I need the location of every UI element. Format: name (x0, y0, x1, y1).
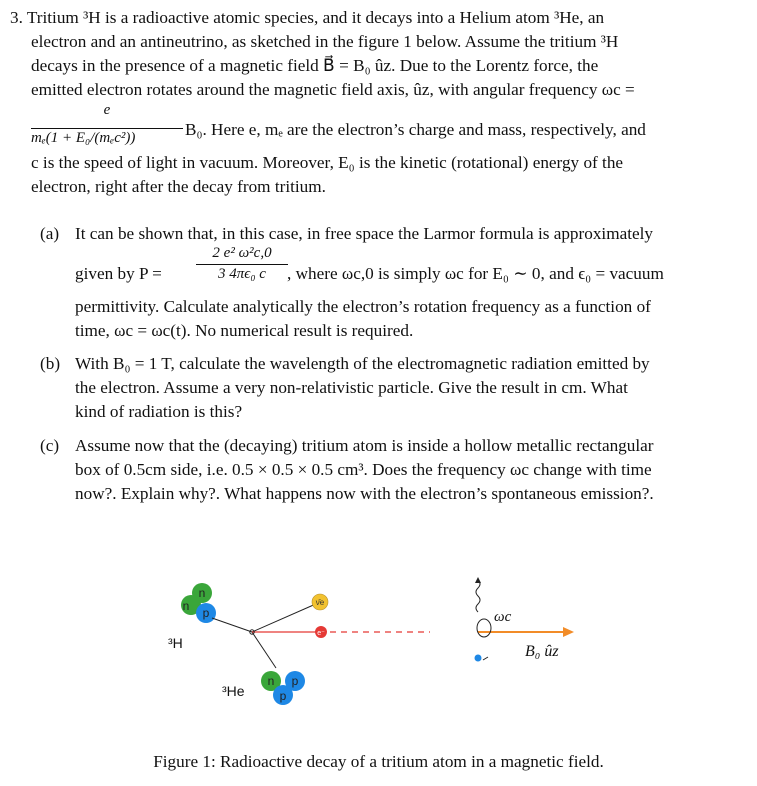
problem-intro-body (31, 30, 635, 102)
antineutrino-path (252, 603, 318, 632)
part-a-line-2a: given by P = (75, 264, 162, 283)
intro-line-2: electron and an antineutrino, as sketched in the figure 1 below. Assume the tritium ³H (31, 32, 619, 51)
part-a-body (75, 295, 651, 343)
part-b-line-2: the electron. Assume a very non-relativistic particle. Give the result in cm. What (75, 378, 628, 397)
emission-wave (476, 580, 480, 612)
decay-figure (0, 555, 757, 705)
part-c-label: (c) (40, 436, 60, 455)
part-a-line-3: permittivity. Calculate analytically the electron’s rotation frequency as a function of (75, 297, 651, 316)
part-b-label: (b) (40, 354, 61, 373)
part-a-line-2b: , where ωc,0 is simply ωc for E₀ ∼ 0, and ϵ₀ = vacuum (287, 264, 664, 283)
part-b-body (75, 352, 650, 424)
helium-label: ³He (222, 683, 245, 699)
rotation-tail (483, 657, 488, 660)
problem-intro-tail (31, 151, 623, 199)
omega-label: ωc (494, 609, 512, 625)
figure-caption: Figure 1: Radioactive decay of a tritium atom in a magnetic field. (153, 752, 604, 771)
electron-label: e⁻ (317, 630, 325, 637)
part-c-line-2: box of 0.5cm side, i.e. 0.5 × 0.5 × 0.5 cm³. Does the frequency ωc change with time (75, 460, 652, 479)
intro-line-3: decays in the presence of a magnetic field B⃗ = B₀ ûz. Due to the Lorentz force, the (31, 56, 599, 75)
problem-intro (10, 6, 604, 30)
rotation-orbit (477, 619, 491, 637)
field-arrow-head (563, 627, 574, 637)
helium-nucleus (261, 671, 305, 705)
intro-line-5: B₀. Here e, mₑ are the electron’s charge and mass, respectively, and (185, 120, 646, 139)
part-a-label: (a) (40, 224, 60, 243)
antineutrino-label: ν̄e (315, 598, 325, 607)
part-c-body (75, 434, 654, 506)
omega-numerator: e (103, 102, 111, 118)
helium-neutron: n (267, 674, 275, 688)
problem-number: 3. (10, 8, 23, 27)
rotating-electron (475, 655, 482, 662)
intro-line-6: c is the speed of light in vacuum. Moreover, E₀ is the kinetic (rotational) energy of the (31, 153, 624, 172)
helium-proton-1: p (291, 674, 299, 688)
part-a-line-1: It can be shown that, in this case, in free space the Larmor formula is approximately (75, 224, 653, 243)
tritium-neutron-1: n (198, 586, 206, 600)
helium-proton-2: p (279, 689, 287, 703)
part-a-line-4: time, ωc = ωc(t). No numerical result is required. (75, 321, 414, 340)
part-c-line-1: Assume now that the (decaying) tritium atom is inside a hollow metallic rectangular (75, 436, 654, 455)
part-b-line-1: With B₀ = 1 T, calculate the wavelength of the electromagnetic radiation emitted by (75, 354, 650, 373)
tritium-label: ³H (168, 635, 183, 651)
tritium-neutron-2: n (182, 599, 190, 613)
larmor-formula (196, 244, 288, 283)
helium-path (252, 632, 276, 668)
intro-line-1: 3. Tritium ³H is a radioactive atomic species, and it decays into a Helium atom ³He, an (10, 8, 605, 27)
larmor-denominator: 3 4πϵ₀ c (218, 266, 266, 282)
omega-fraction (31, 102, 183, 147)
intro-line-7: electron, right after the decay from tritium. (31, 177, 326, 196)
intro-line-4: emitted electron rotates around the magnetic field axis, ûz, with angular frequency ωc = (31, 80, 635, 99)
tritium-proton: p (202, 606, 210, 620)
part-b-line-3: kind of radiation is this? (75, 402, 243, 421)
emission-arrowhead (475, 577, 481, 583)
part-c-line-3: now?. Explain why?. What happens now with the electron’s spontaneous emission?. (75, 484, 654, 503)
tritium-nucleus (181, 583, 216, 623)
omega-denominator: mₑ(1 + E₀/(mₑc²)) (31, 130, 136, 146)
field-label: B₀ ûz (525, 643, 559, 660)
decay-line-from-tritium (212, 618, 252, 632)
larmor-numerator: 2 e² ω²c,0 (212, 245, 272, 261)
